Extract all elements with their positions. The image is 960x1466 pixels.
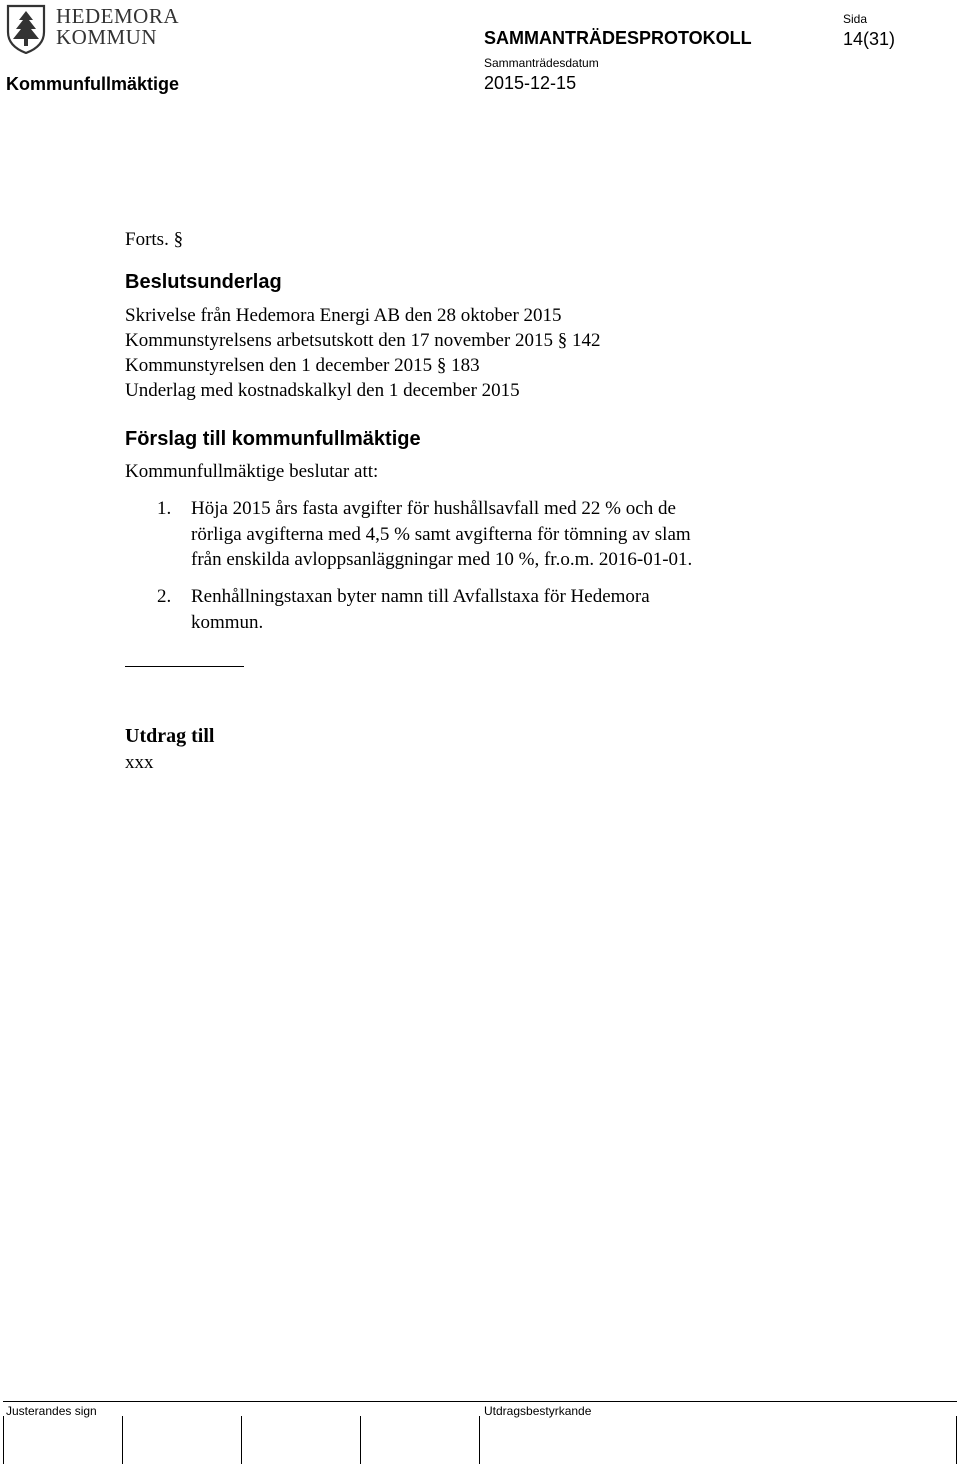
underlag-item: Skrivelse från Hedemora Energi AB den 28 oktober 2015: [125, 305, 562, 326]
underlag-item: Underlag med kostnadskalkyl den 1 december 2015: [125, 380, 520, 401]
proposal-line: rörliga avgifterna med 4,5 % samt avgifterna för tömning av slam: [191, 523, 691, 545]
proposal-text: [191, 496, 692, 573]
underlag-item: Kommunstyrelsen den 1 december 2015 § 183: [125, 355, 480, 376]
signature-box-divider: [3, 1416, 4, 1464]
meeting-date-label: Sammanträdesdatum: [484, 56, 599, 70]
hedemora-coat-of-arms-logo: [6, 4, 46, 54]
decision-intro: Kommunfullmäktige beslutar att:: [125, 461, 379, 482]
proposal-text: [191, 584, 650, 635]
certification-box-divider: [956, 1416, 957, 1464]
signature-box-divider: [479, 1416, 480, 1464]
proposal-line: Höja 2015 års fasta avgifter för hushållsavfall med 22 % och de: [191, 498, 676, 519]
continuation-marker: Forts. §: [125, 229, 184, 250]
municipality-logo-text: [56, 6, 179, 48]
signature-box-divider: [360, 1416, 361, 1464]
proposal-line: kommun.: [191, 611, 264, 633]
footer-top-rule: [3, 1401, 957, 1402]
utdrag-heading: Utdrag till: [125, 725, 215, 747]
page-label: Sida: [843, 12, 868, 26]
utdrag-recipient: xxx: [125, 752, 154, 773]
certification-label: Utdragsbestyrkande: [484, 1404, 592, 1418]
board-name: Kommunfullmäktige: [6, 74, 180, 94]
page-number: 14(31): [843, 29, 896, 49]
underlag-item: Kommunstyrelsens arbetsutskott den 17 november 2015 § 142: [125, 330, 601, 351]
proposal-line: från enskilda avloppsanläggningar med 10 %, fr.o.m. 2016-01-01.: [191, 549, 693, 570]
underlag-heading: Beslutsunderlag: [125, 271, 282, 293]
protocol-title: SAMMANTRÄDESPROTOKOLL: [484, 28, 752, 48]
logo-text-line-1: HEDEMORA: [56, 4, 179, 28]
signature-box-divider: [122, 1416, 123, 1464]
signature-box-divider: [241, 1416, 242, 1464]
proposal-line: Renhållningstaxan byter namn till Avfallstaxa för Hedemora: [191, 586, 650, 607]
logo-text-line-2: KOMMUN: [56, 25, 158, 49]
proposal-number: 1.: [157, 498, 172, 519]
meeting-date-value: 2015-12-15: [484, 73, 577, 93]
proposal-number: 2.: [157, 586, 172, 607]
signature-label: Justerandes sign: [6, 1404, 97, 1418]
section-divider: [125, 666, 244, 667]
underlag-list: [125, 303, 600, 403]
forslag-heading: Förslag till kommunfullmäktige: [125, 428, 421, 450]
